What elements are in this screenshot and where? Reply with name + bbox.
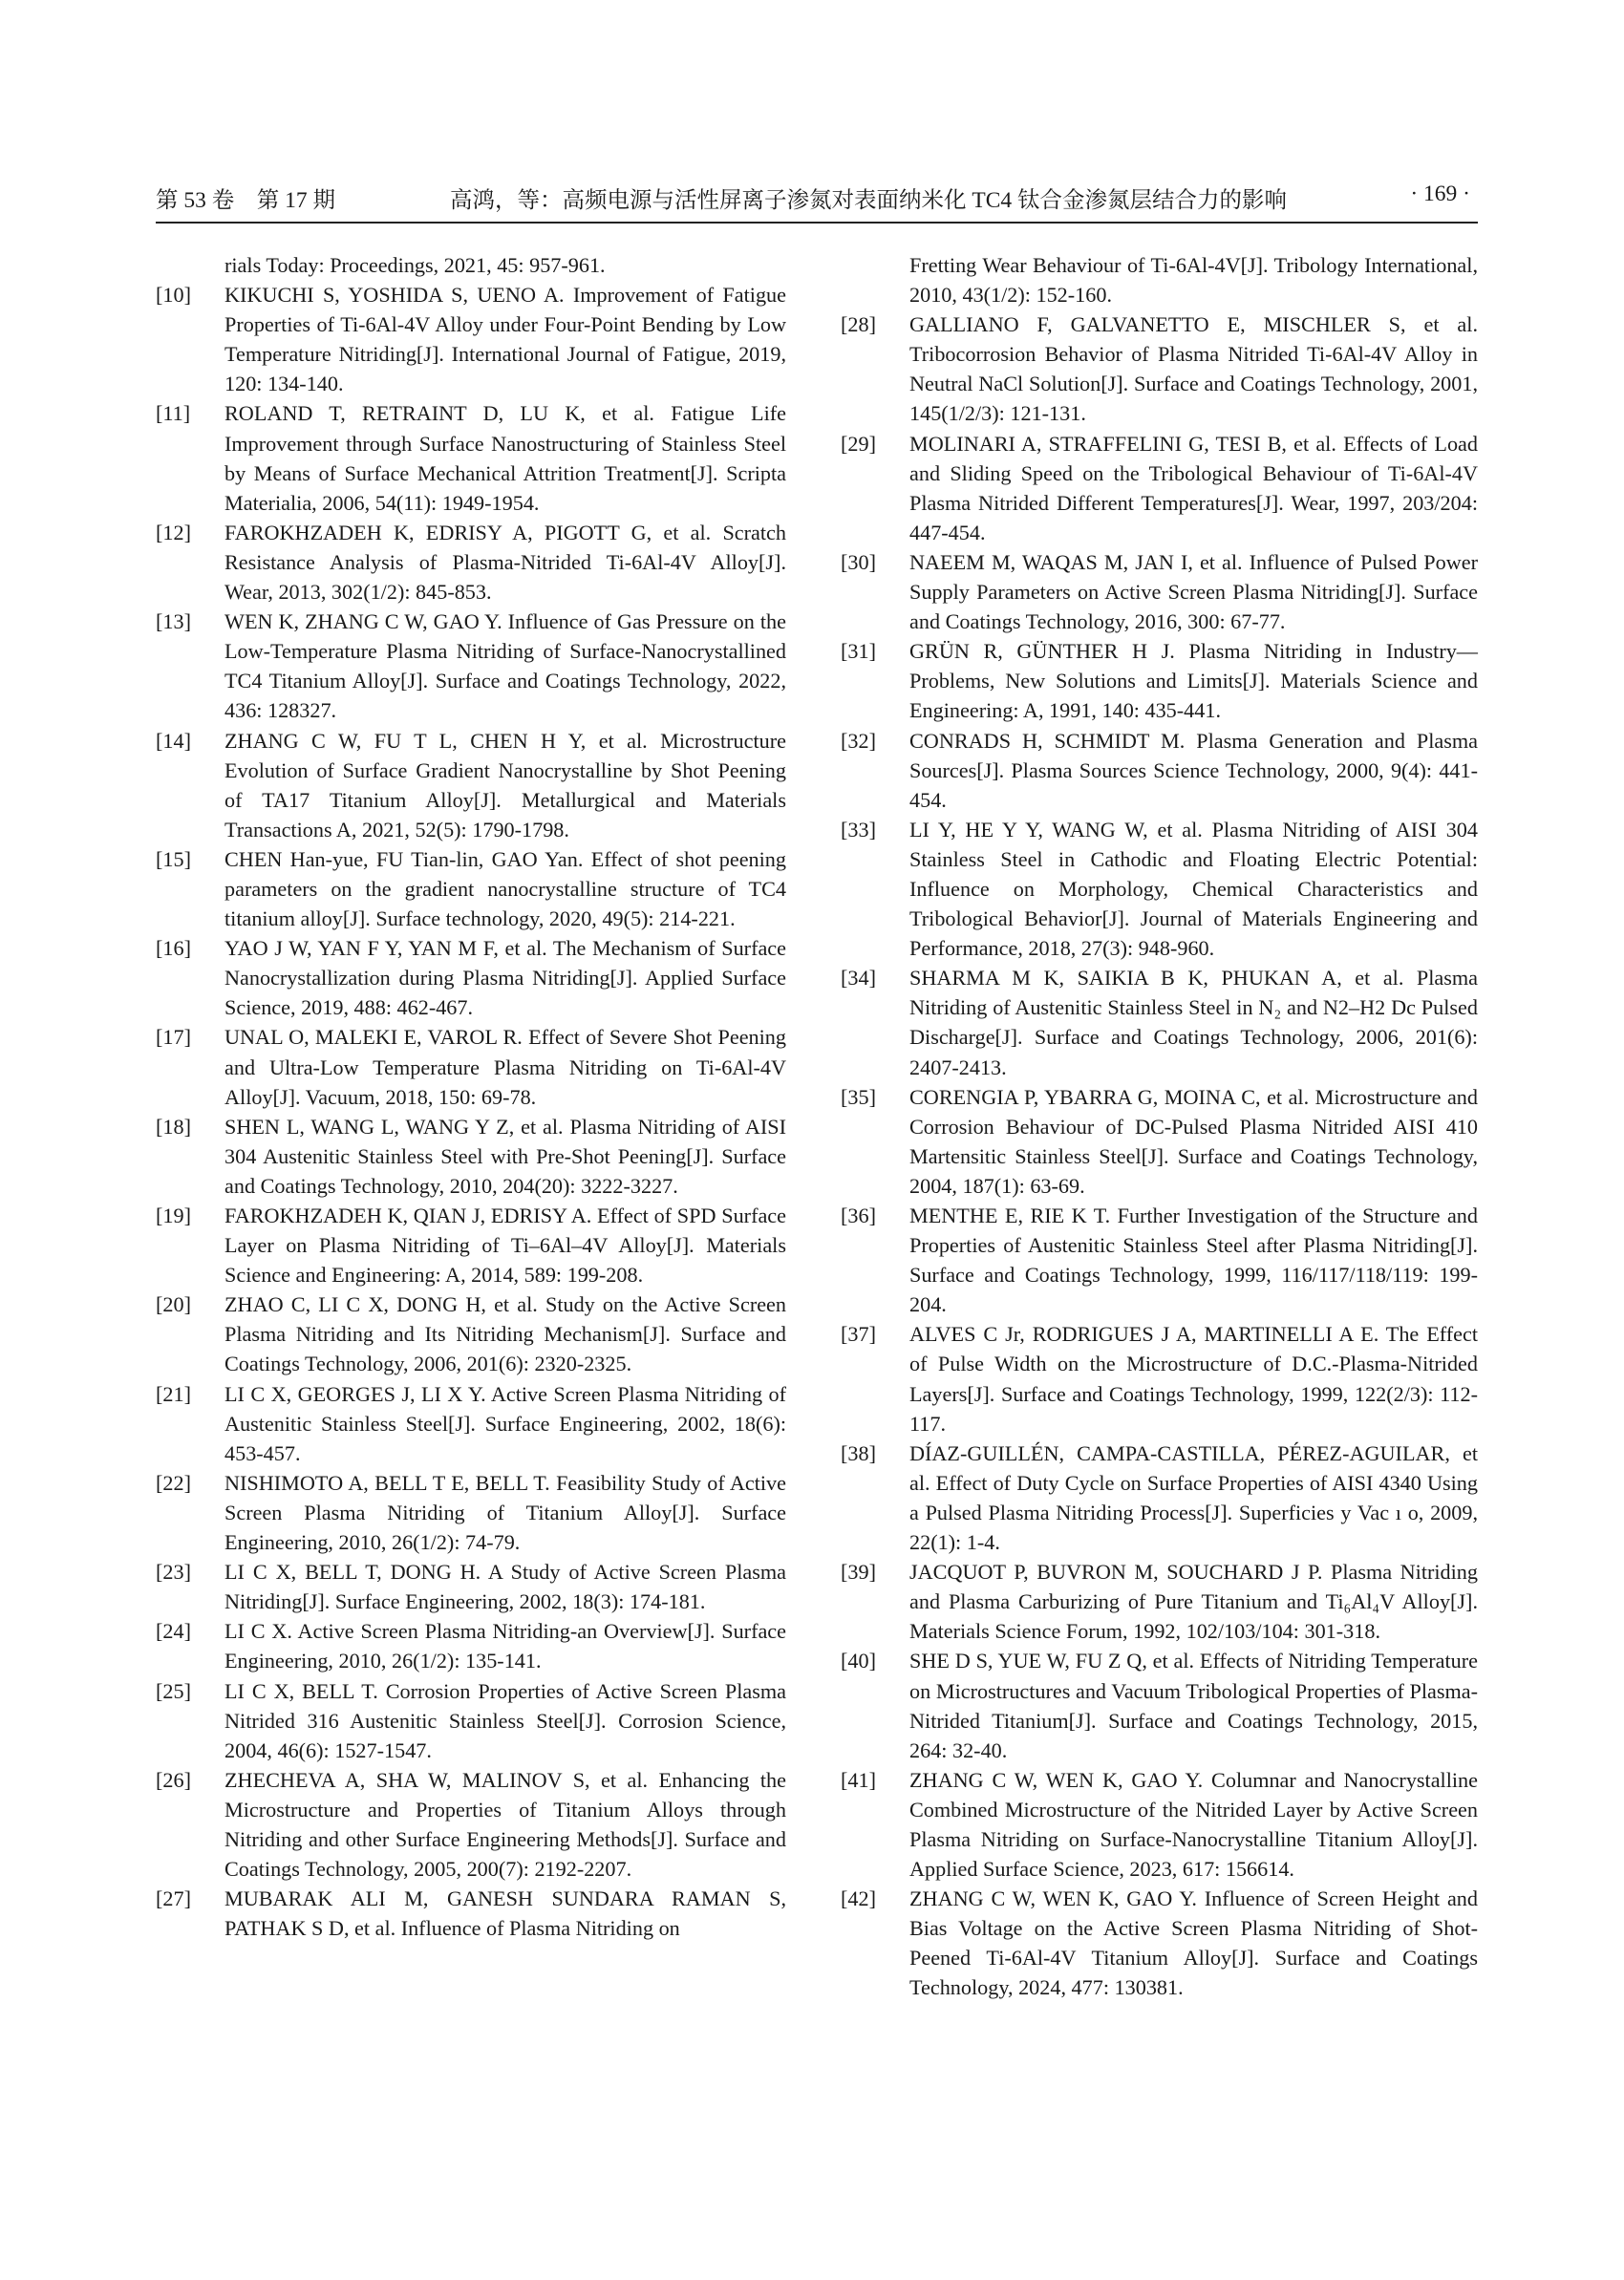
reference-text: ZHECHEVA A, SHA W, MALINOV S, et al. Enhancing the Microstructure and Properties of Titanium Alloys through Nitriding and other Surface Engineering Methods[J]. Surface and Coatings Technology, 2005, 200(7): 2192-2207. bbox=[224, 1767, 786, 1882]
reference-entry bbox=[841, 429, 1478, 547]
reference-entry bbox=[156, 1557, 786, 1616]
reference-text: JACQUOT P, BUVRON M, SOUCHARD J P. Plasma Nitriding and Plasma Carburizing of Pure Titanium and Ti₆Al₄V Alloy[J]. Materials Science Forum, 1992, 102/103/104: 301-318. bbox=[909, 1560, 1478, 1644]
reference-text: LI C X. Active Screen Plasma Nitriding-an Overview[J]. Surface Engineering, 2010, 26(1/2): 135-141. bbox=[224, 1619, 786, 1673]
reference-text: CHEN Han-yue, FU Tian-lin, GAO Yan. Effect of shot peening parameters on the gradient nanocrystalline structure of TC4 titanium alloy[J]. Surface technology, 2020, 49(5): 214-221. bbox=[224, 846, 786, 931]
reference-text: DÍAZ-GUILLÉN, CAMPA-CASTILLA, PÉREZ-AGUILAR, et al. Effect of Duty Cycle on Surface Properties of AISI 4340 Using a Pulsed Plasma Nitriding Process[J]. Superficies y Vac ı o, 2009, 22(1): 1-4. bbox=[909, 1440, 1478, 1555]
reference-entry bbox=[156, 1022, 786, 1111]
reference-text: LI Y, HE Y Y, WANG W, et al. Plasma Nitriding of AISI 304 Stainless Steel in Cathodic and Floating Electric Potential: Influence on Morphology, Chemical Characteristics and Tribological Behavior[J]. Journal of Materials Engineering and Performance, 2018, 27(3): 948-960. bbox=[909, 817, 1478, 961]
reference-entry bbox=[841, 1765, 1478, 1884]
reference-entry bbox=[156, 1468, 786, 1557]
reference-text: FAROKHZADEH K, QIAN J, EDRISY A. Effect of SPD Surface Layer on Plasma Nitriding of Ti–6Al–4V Alloy[J]. Materials Science and Engineering: A, 2014, 589: 199-208. bbox=[224, 1204, 786, 1288]
reference-number: [14] bbox=[156, 728, 191, 753]
reference-text: SHE D S, YUE W, FU Z Q, et al. Effects of Nitriding Temperature on Microstructures and Vacuum Tribological Properties of Plasma-Nitrided Titanium[J]. Surface and Coatings Technology, 2015, 264: 32-40. bbox=[909, 1649, 1478, 1762]
reference-number: [15] bbox=[156, 846, 191, 871]
reference-number: [39] bbox=[841, 1560, 876, 1585]
reference-entry bbox=[156, 933, 786, 1022]
reference-entry bbox=[156, 1676, 786, 1765]
reference-number: [38] bbox=[841, 1440, 876, 1465]
reference-entry bbox=[156, 1884, 786, 1943]
reference-entry bbox=[841, 1646, 1478, 1764]
reference-entry bbox=[156, 1289, 786, 1378]
reference-number: [26] bbox=[156, 1767, 191, 1792]
reference-text: YAO J W, YAN F Y, YAN M F, et al. The Mechanism of Surface Nanocrystallization during Plasma Nitriding[J]. Applied Surface Science, 2019, 488: 462-467. bbox=[224, 936, 786, 1020]
reference-text: KIKUCHI S, YOSHIDA S, UENO A. Improvement of Fatigue Properties of Ti-6Al-4V Alloy under Four-Point Bending by Low Temperature Nitriding[J]. International Journal of Fatigue, 2019, 120: 134-140. bbox=[224, 283, 786, 396]
reference-entry bbox=[156, 726, 786, 844]
reference-number: [28] bbox=[841, 312, 876, 337]
reference-text: MOLINARI A, STRAFFELINI G, TESI B, et al. Effects of Load and Sliding Speed on the Tribological Behaviour of Ti-6Al-4V Plasma Nitrided Different Temperatures[J]. Wear, 1997, 203/204: 447-454. bbox=[909, 431, 1478, 544]
reference-number: [33] bbox=[841, 817, 876, 842]
reference-entry bbox=[156, 518, 786, 607]
reference-number: [41] bbox=[841, 1767, 876, 1792]
reference-entry bbox=[841, 963, 1478, 1081]
reference-text: WEN K, ZHANG C W, GAO Y. Influence of Gas Pressure on the Low-Temperature Plasma Nitriding of Surface-Nanocrystallined TC4 Titanium Alloy[J]. Surface and Coatings Technology, 2022, 436: 128327. bbox=[224, 609, 786, 723]
reference-entry bbox=[841, 636, 1478, 725]
page-number: · 169 · bbox=[1410, 181, 1470, 206]
reference-entry bbox=[156, 1201, 786, 1289]
running-header bbox=[156, 178, 1478, 224]
reference-entry bbox=[841, 1201, 1478, 1319]
reference-number: [29] bbox=[841, 431, 876, 456]
reference-number: [11] bbox=[156, 401, 191, 426]
reference-entry bbox=[156, 280, 786, 398]
reference-text: GRÜN R, GÜNTHER H J. Plasma Nitriding in Industry—Problems, New Solutions and Limits[J]. Materials Science and Engineering: A, 1991, 140: 435-441. bbox=[909, 639, 1478, 723]
reference-text: LI C X, GEORGES J, LI X Y. Active Screen Plasma Nitriding of Austenitic Stainless Steel[J]. Surface Engineering, 2002, 18(6): 453-457. bbox=[224, 1381, 786, 1465]
reference-text: FAROKHZADEH K, EDRISY A, PIGOTT G, et al. Scratch Resistance Analysis of Plasma-Nitrided Ti-6Al-4V Alloy[J]. Wear, 2013, 302(1/2): 845-853. bbox=[224, 520, 786, 605]
reference-entry bbox=[156, 844, 786, 933]
reference-number: [37] bbox=[841, 1322, 876, 1347]
reference-text: ALVES C Jr, RODRIGUES J A, MARTINELLI A E. The Effect of Pulse Width on the Microstructure of D.C.-Plasma-Nitrided Layers[J]. Surface and Coatings Technology, 1999, 122(2/3): 112-117. bbox=[909, 1322, 1478, 1436]
journal-volume-issue: 第 53 卷 第 17 期 bbox=[156, 188, 335, 213]
reference-number: [27] bbox=[156, 1886, 191, 1911]
reference-entry bbox=[841, 1319, 1478, 1438]
reference-number: [35] bbox=[841, 1084, 876, 1109]
reference-number: [32] bbox=[841, 728, 876, 753]
reference-entry bbox=[156, 1616, 786, 1675]
reference-entry bbox=[156, 607, 786, 725]
reference-text: ZHANG C W, FU T L, CHEN H Y, et al. Microstructure Evolution of Surface Gradient Nanocrystalline by Shot Peening of TA17 Titanium Alloy[J]. Metallurgical and Materials Transactions A, 2021, 52(5): 1790-1798. bbox=[224, 728, 786, 842]
reference-entry bbox=[841, 1557, 1478, 1646]
reference-number: [40] bbox=[841, 1649, 876, 1673]
reference-text: MENTHE E, RIE K T. Further Investigation of the Structure and Properties of Austenitic Stainless Steel after Plasma Nitriding[J]. Surface and Coatings Technology, 1999, 116/117/118/119: 199-204. bbox=[909, 1204, 1478, 1317]
reference-number: [19] bbox=[156, 1204, 191, 1227]
reference-entry bbox=[841, 815, 1478, 963]
reference-entry bbox=[841, 547, 1478, 636]
references-left-column bbox=[156, 250, 786, 1943]
reference-text: SHEN L, WANG L, WANG Y Z, et al. Plasma Nitriding of AISI 304 Austenitic Stainless Steel with Pre-Shot Peening[J]. Surface and Coatings Technology, 2010, 204(20): 3222-3227. bbox=[224, 1114, 786, 1198]
reference-number: [24] bbox=[156, 1619, 191, 1644]
reference-number: [17] bbox=[156, 1025, 191, 1050]
reference-entry bbox=[156, 1112, 786, 1201]
reference-number: [13] bbox=[156, 609, 191, 634]
reference-entry bbox=[156, 1379, 786, 1468]
reference-number: [20] bbox=[156, 1292, 191, 1317]
reference-number: [16] bbox=[156, 936, 191, 961]
reference-number: [23] bbox=[156, 1560, 191, 1585]
reference-number: [36] bbox=[841, 1204, 876, 1227]
references-right-column bbox=[841, 250, 1478, 2003]
reference-continuation: Fretting Wear Behaviour of Ti-6Al-4V[J]. Tribology International, 2010, 43(1/2): 152-160. bbox=[909, 253, 1478, 308]
reference-entry bbox=[841, 309, 1478, 428]
running-title: 高鸿，等：高频电源与活性屏离子渗氮对表面纳米化 TC4 钛合金渗氮层结合力的影响 bbox=[450, 188, 1288, 213]
reference-text: UNAL O, MALEKI E, VAROL R. Effect of Severe Shot Peening and Ultra-Low Temperature Plasma Nitriding on Ti-6Al-4V Alloy[J]. Vacuum, 2018, 150: 69-78. bbox=[224, 1025, 786, 1109]
reference-text: GALLIANO F, GALVANETTO E, MISCHLER S, et al. Tribocorrosion Behavior of Plasma Nitrided Ti-6Al-4V Alloy in Neutral NaCl Solution[J]. Surface and Coatings Technology, 2001, 145(1/2/3): 121-131. bbox=[909, 312, 1478, 426]
reference-text: ZHANG C W, WEN K, GAO Y. Influence of Screen Height and Bias Voltage on the Active Screen Plasma Nitriding of Shot-Peened Ti-6Al-4V Titanium Alloy[J]. Surface and Coatings Technology, 2024, 477: 130381. bbox=[909, 1886, 1478, 2000]
reference-number: [12] bbox=[156, 520, 191, 544]
reference-text: ZHANG C W, WEN K, GAO Y. Columnar and Nanocrystalline Combined Microstructure of the Nitrided Layer by Active Screen Plasma Nitriding on Surface-Nanocrystalline Titanium Alloy[J]. Applied Surface Science, 2023, 617: 156614. bbox=[909, 1767, 1478, 1882]
reference-number: [21] bbox=[156, 1381, 191, 1406]
reference-number: [42] bbox=[841, 1886, 876, 1911]
reference-text: CORENGIA P, YBARRA G, MOINA C, et al. Microstructure and Corrosion Behaviour of DC-Pulsed Plasma Nitrided AISI 410 Martensitic Stainless Steel[J]. Surface and Coatings Technology, 2004, 187(1): 63-69. bbox=[909, 1084, 1478, 1198]
reference-number: [25] bbox=[156, 1678, 191, 1703]
reference-text: MUBARAK ALI M, GANESH SUNDARA RAMAN S, PATHAK S D, et al. Influence of Plasma Nitriding on bbox=[224, 1886, 786, 1941]
reference-text: ZHAO C, LI C X, DONG H, et al. Study on the Active Screen Plasma Nitriding and Its Nitriding Mechanism[J]. Surface and Coatings Technology, 2006, 201(6): 2320-2325. bbox=[224, 1292, 786, 1376]
reference-entry bbox=[841, 726, 1478, 815]
reference-text: ROLAND T, RETRAINT D, LU K, et al. Fatigue Life Improvement through Surface Nanostructuring of Stainless Steel by Means of Surface Mechanical Attrition Treatment[J]. Scripta Materialia, 2006, 54(11): 1949-1954. bbox=[224, 401, 786, 515]
reference-entry bbox=[841, 1082, 1478, 1201]
reference-continuation: rials Today: Proceedings, 2021, 45: 957-961. bbox=[224, 253, 606, 277]
reference-entry bbox=[156, 1765, 786, 1884]
reference-text: NISHIMOTO A, BELL T E, BELL T. Feasibility Study of Active Screen Plasma Nitriding of Titanium Alloy[J]. Surface Engineering, 2010, 26(1/2): 74-79. bbox=[224, 1470, 786, 1555]
reference-number: [30] bbox=[841, 549, 876, 574]
reference-text: NAEEM M, WAQAS M, JAN I, et al. Influence of Pulsed Power Supply Parameters on Active Screen Plasma Nitriding[J]. Surface and Coatings Technology, 2016, 300: 67-77. bbox=[909, 549, 1478, 634]
reference-number: [34] bbox=[841, 966, 876, 991]
reference-number: [10] bbox=[156, 283, 191, 308]
reference-text: SHARMA M K, SAIKIA B K, PHUKAN A, et al. Plasma Nitriding of Austenitic Stainless Steel in N₂ and N2–H2 Dc Pulsed Discharge[J]. Surface and Coatings Technology, 2006, 201(6): 2407-2413. bbox=[909, 966, 1478, 1079]
reference-text: CONRADS H, SCHMIDT M. Plasma Generation and Plasma Sources[J]. Plasma Sources Science Technology, 2000, 9(4): 441-454. bbox=[909, 728, 1478, 812]
reference-text: LI C X, BELL T, DONG H. A Study of Active Screen Plasma Nitriding[J]. Surface Engineering, 2002, 18(3): 174-181. bbox=[224, 1560, 786, 1614]
reference-number: [31] bbox=[841, 639, 876, 664]
reference-entry bbox=[841, 1438, 1478, 1557]
reference-number: [18] bbox=[156, 1114, 191, 1139]
reference-entry bbox=[156, 398, 786, 517]
reference-number: [22] bbox=[156, 1470, 191, 1495]
reference-text: LI C X, BELL T. Corrosion Properties of Active Screen Plasma Nitrided 316 Austenitic Stainless Steel[J]. Corrosion Science, 2004, 46(6): 1527-1547. bbox=[224, 1678, 786, 1762]
reference-entry bbox=[841, 1884, 1478, 2002]
